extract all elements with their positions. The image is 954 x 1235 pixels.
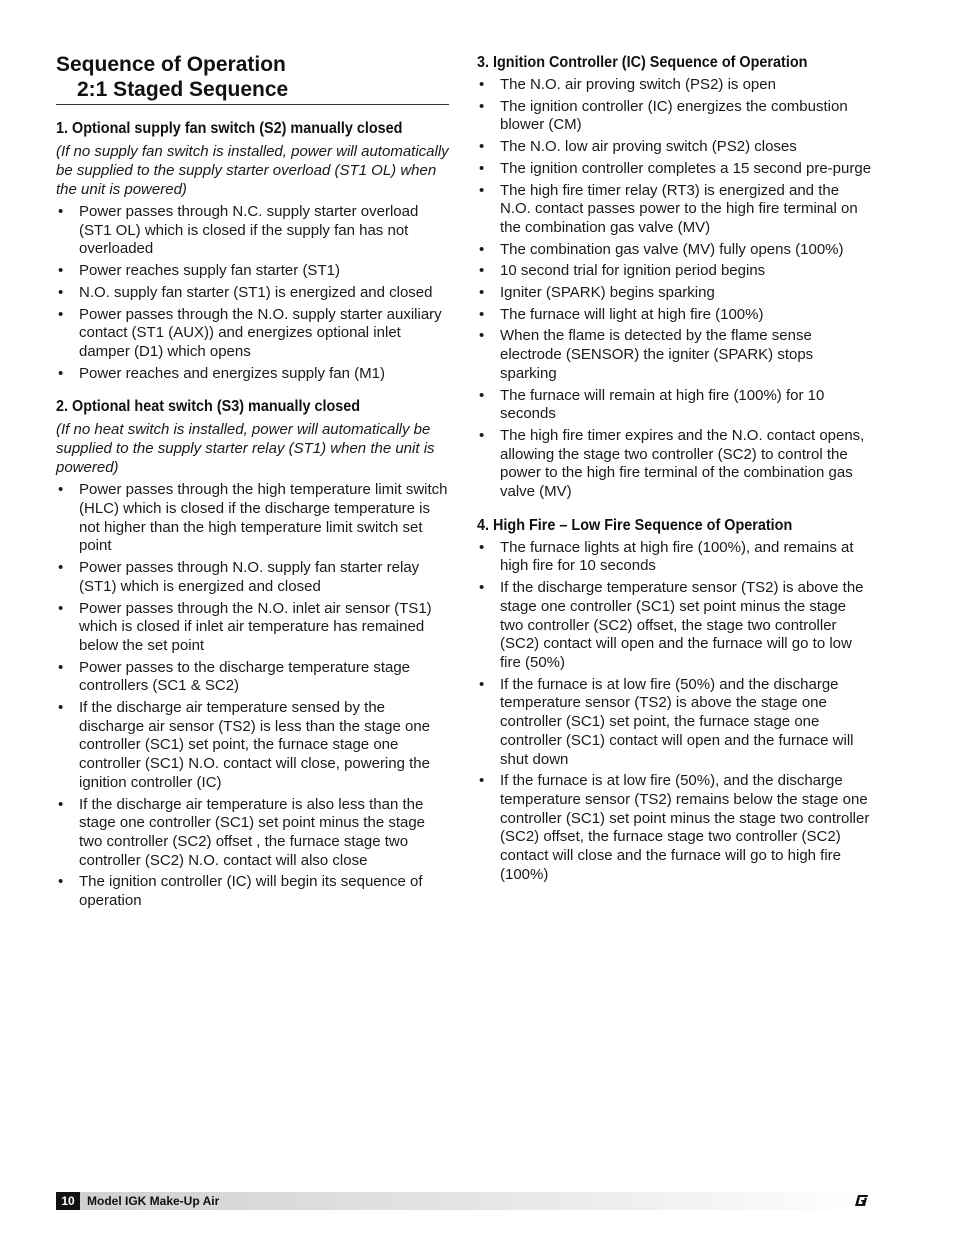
list-item: • The combination gas valve (MV) fully opens (100%) <box>477 241 872 260</box>
list-item: • The ignition controller completes a 15 second pre-purge <box>477 160 872 179</box>
section-heading: 4. High Fire – Low Fire Sequence of Operation <box>477 516 793 534</box>
list-item: • Power passes through N.C. supply starter overload (ST1 OL) which is closed if the supply fan has not overloaded <box>56 203 449 259</box>
bullet-list <box>56 481 449 910</box>
section-note: (If no heat switch is installed, power will automatically be supplied to the supply starter relay (ST1) when the unit is powered) <box>56 421 435 477</box>
list-item: • Power reaches and energizes supply fan (M1) <box>56 365 449 384</box>
bullet-list <box>56 203 449 383</box>
list-item: • The high fire timer relay (RT3) is energized and the N.O. contact passes power to the high fire terminal on the combination gas valve (MV) <box>477 182 872 238</box>
list-item: • Power passes to the discharge temperature stage controllers (SC1 & SC2) <box>56 659 449 696</box>
section-1 <box>56 119 449 383</box>
list-item: • The furnace lights at high fire (100%), and remains at high fire for 10 seconds <box>477 539 872 576</box>
list-item: • If the furnace is at low fire (50%), and the discharge temperature sensor (TS2) remains below the stage one controller (SC1) set point minus the stage two controller (SC2) offset, the furnace stage two controller (SC2) contact will close and the furnace will go to high fire (100%) <box>477 772 872 884</box>
section-3 <box>477 53 872 502</box>
left-column <box>56 119 449 925</box>
list-item: • If the furnace is at low fire (50%) and the discharge temperature sensor (TS2) is above the stage one controller (SC1) set point, the furnace stage one controller (SC1) contact will open and the furnace will shut down <box>477 676 872 770</box>
list-item: • If the discharge air temperature sensed by the discharge air sensor (TS2) is less than the stage one controller (SC1) set point, the furnace stage one controller (SC1) N.O. contact will close, powering the ignition controller (IC) <box>56 699 449 793</box>
footer-model-title: Model IGK Make-Up Air <box>87 1194 220 1208</box>
section-heading: 1. Optional supply fan switch (S2) manually closed <box>56 120 403 137</box>
page-number: 10 <box>56 1192 80 1210</box>
section-heading: 2. Optional heat switch (S3) manually closed <box>56 398 361 416</box>
right-column <box>477 53 872 898</box>
list-item: • The N.O. air proving switch (PS2) is open <box>477 76 872 95</box>
list-item: • Power passes through the N.O. supply starter auxiliary contact (ST1 (AUX)) and energizes optional inlet damper (D1) which opens <box>56 306 449 362</box>
list-item: • Power passes through N.O. supply fan starter relay (ST1) which is energized and closed <box>56 559 449 596</box>
section-2 <box>56 397 449 910</box>
list-item: • The furnace will light at high fire (100%) <box>477 306 872 325</box>
list-item: • Power passes through the high temperature limit switch (HLC) which is closed if the discharge temperature is not higher than the high temperature limit switch set point <box>56 481 449 556</box>
section-4 <box>477 516 872 885</box>
list-item: • If the discharge air temperature is also less than the stage one controller (SC1) set point minus the stage two controller (SC2) offset , the furnace stage two controller (SC2) N.O. contact will also close <box>56 796 449 871</box>
list-item: • If the discharge temperature sensor (TS2) is above the stage one controller (SC1) set point minus the stage two controller (SC2) offset, the stage two controller (SC2) contact will open and the furnace will go to low fire (50%) <box>477 579 872 673</box>
list-item: • When the flame is detected by the flame sense electrode (SENSOR) the igniter (SPARK) stops sparking <box>477 327 872 383</box>
page-title <box>56 52 449 105</box>
list-item: • N.O. supply fan starter (ST1) is energized and closed <box>56 284 449 303</box>
list-item: • Igniter (SPARK) begins sparking <box>477 284 872 303</box>
list-item: • Power reaches supply fan starter (ST1) <box>56 262 449 281</box>
page-footer <box>56 1192 871 1210</box>
list-item: • The ignition controller (IC) energizes the combustion blower (CM) <box>477 98 872 135</box>
page-title-line-2: 2:1 Staged Sequence <box>77 78 289 101</box>
list-item: • The furnace will remain at high fire (100%) for 10 seconds <box>477 387 872 424</box>
list-item: • 10 second trial for ignition period begins <box>477 262 872 281</box>
page-title-line-1: Sequence of Operation <box>56 53 286 76</box>
list-item: • The high fire timer expires and the N.O. contact opens, allowing the stage two controller (SC2) to control the power to the high fire terminal of the combination gas valve (MV) <box>477 427 872 502</box>
greenheck-logo-icon <box>854 1193 869 1208</box>
bullet-list <box>477 539 872 885</box>
list-item: • The ignition controller (IC) will begin its sequence of operation <box>56 873 449 910</box>
list-item: • Power passes through the N.O. inlet air sensor (TS1) which is closed if inlet air temperature has remained below the set point <box>56 600 449 656</box>
section-note: (If no supply fan switch is installed, power will automatically be supplied to the supply starter overload (ST1 OL) when the unit is powered) <box>56 143 449 198</box>
section-heading: 3. Ignition Controller (IC) Sequence of Operation <box>477 54 808 71</box>
bullet-list <box>477 76 872 502</box>
list-item: • The N.O. low air proving switch (PS2) closes <box>477 138 872 157</box>
